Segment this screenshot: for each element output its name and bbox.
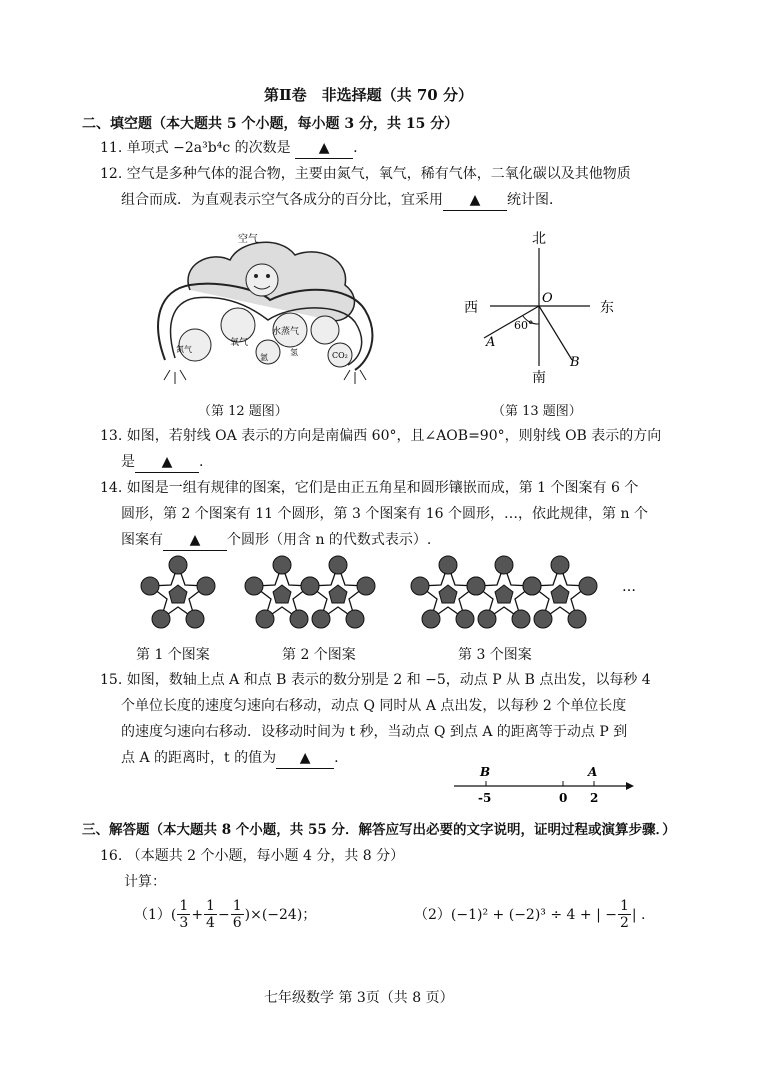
pattern-2-caption: 第 2 个图案 xyxy=(282,647,356,663)
compass-direction-figure xyxy=(450,228,630,388)
q14-line3 xyxy=(121,530,431,551)
q13-answer-blank[interactable]: ▲ xyxy=(135,452,199,473)
q13-line2 xyxy=(121,452,203,473)
label-hydrogen: 氢 xyxy=(290,348,298,357)
q13-number: 13. xyxy=(100,428,123,444)
q12-answer-blank[interactable]: ▲ xyxy=(443,190,507,211)
point-b-label: B xyxy=(480,765,491,779)
air-cartoon-illustration xyxy=(150,230,380,390)
point-a-label: A xyxy=(588,765,598,779)
page-footer: 七年级数学 第 3页（共 8 页） xyxy=(264,990,454,1006)
ray-ob xyxy=(539,306,572,360)
label-north: 北 xyxy=(532,231,546,247)
q14-text-4: 个圆形（用含 n 的代数式表示）. xyxy=(227,532,432,548)
label-co2: CO₂ xyxy=(332,351,348,360)
q11-text: 单项式 −2a³b⁴c 的次数是 xyxy=(126,140,291,156)
star-circle-patterns xyxy=(130,555,650,635)
q12-text-2: 组合而成．为直观表示空气各成分的百分比，宜采用 xyxy=(121,192,443,208)
label-south: 南 xyxy=(532,370,546,386)
label-west: 西 xyxy=(464,300,478,316)
q16-part2-expr: (−1)² + (−2)³ ÷ 4 + | − xyxy=(450,906,617,923)
q16-part2: （2） (−1)² + (−2)³ ÷ 4 + | − $\frac{1}{2}$ | . xyxy=(414,898,646,931)
label-nitrogen: 氮气 xyxy=(176,345,192,354)
fig13-caption: （第 13 题图） xyxy=(492,404,582,419)
pattern-2-b xyxy=(301,556,375,628)
q15-line1 xyxy=(100,670,651,690)
q12-line2 xyxy=(121,190,563,211)
tick-2: 2 xyxy=(590,791,599,805)
q12-text-1: 空气是多种气体的混合物，主要由氮气，氧气，稀有气体，二氧化碳以及其他物质 xyxy=(126,166,631,182)
q11-answer-blank[interactable]: ▲ xyxy=(295,138,353,159)
label-a: A xyxy=(486,335,496,350)
q13-line1 xyxy=(100,426,661,446)
q13-text-3: . xyxy=(199,454,204,470)
q16-calc-label: 计算： xyxy=(124,874,166,890)
q14-answer-blank[interactable]: ▲ xyxy=(163,530,227,551)
tick-0: 0 xyxy=(559,791,568,805)
pattern-3-c xyxy=(523,556,597,628)
q16-part1-tail: ×(−24)； xyxy=(250,906,317,923)
q16-part2-label: （2） xyxy=(414,906,451,923)
q16-part1-label: （1） xyxy=(134,906,171,923)
q13-text-2: 是 xyxy=(121,454,135,470)
q15-text-4: 点 A 的距离时，t 的值为 xyxy=(121,750,277,766)
q12-number: 12. xyxy=(100,166,123,182)
label-air: 空气 xyxy=(238,234,258,245)
label-o: O xyxy=(542,291,553,306)
number-line-figure xyxy=(450,762,640,812)
q16-part2-tail: | . xyxy=(631,906,646,923)
q11-end: . xyxy=(353,140,358,156)
label-water-vapor: 水蒸气 xyxy=(272,327,300,337)
pattern-ellipsis: … xyxy=(622,579,636,595)
q14-number: 14. xyxy=(100,480,123,496)
part2-heading: 二、填空题（本大题共 5 个小题，每小题 3 分，共 15 分） xyxy=(82,116,459,132)
q15-line2: 个单位长度的速度匀速向右移动，动点 Q 同时从 A 点出发，以每秒 2 个单位长度 xyxy=(121,698,627,714)
pattern-3-caption: 第 3 个图案 xyxy=(458,647,532,663)
question-11 xyxy=(100,138,358,159)
fig12-caption: （第 12 题图） xyxy=(198,404,288,419)
q15-text-1: 如图，数轴上点 A 和点 B 表示的数分别是 2 和 −5，动点 P 从 B 点出发，以每秒 4 xyxy=(126,672,651,688)
q15-answer-blank[interactable]: ▲ xyxy=(276,748,334,769)
q14-line1 xyxy=(100,478,638,498)
pattern-1 xyxy=(141,556,215,628)
q15-line3: 的速度匀速向右移动．设移动时间为 t 秒，当动点 Q 到点 A 的距离等于动点 P 到 xyxy=(121,724,628,740)
q16-intro-line xyxy=(100,846,404,866)
q12-line1 xyxy=(100,164,631,184)
q15-number: 15. xyxy=(100,672,123,688)
q14-text-1: 如图是一组有规律的图案，它们是由正五角星和圆形镶嵌而成，第 1 个图案有 6 个 xyxy=(126,480,639,496)
q15-line4 xyxy=(121,748,339,769)
q15-text-5: . xyxy=(334,750,339,766)
q14-line2: 圆形，第 2 个图案有 11 个圆形，第 3 个图案有 16 个圆形，…，依此规律，第 n 个 xyxy=(121,506,648,522)
section-title: 第Ⅱ卷 非选择题（共 70 分） xyxy=(264,86,473,104)
q13-text-1: 如图，若射线 OA 表示的方向是南偏西 60°，且∠AOB=90°，则射线 OB 表示的方向 xyxy=(126,428,662,444)
q14-text-3: 图案有 xyxy=(121,532,163,548)
tick-minus5: -5 xyxy=(478,791,492,805)
angle-label: 60° xyxy=(514,319,534,332)
q16-part1: （1） ( $\frac{1}{3}$ + $\frac{1}{4}$ − $\frac{1}{6}$ ) ×(−24)； xyxy=(134,898,317,931)
pattern-1-caption: 第 1 个图案 xyxy=(136,647,210,663)
label-oxygen: 氧气 xyxy=(230,338,249,348)
q16-intro: （本题共 2 个小题，每小题 4 分，共 8 分） xyxy=(126,848,405,864)
part3-heading: 三、解答题（本大题共 8 个小题，共 55 分．解答应写出必要的文字说明，证明过程或演算步骤．） xyxy=(82,822,676,838)
q16-number: 16. xyxy=(100,848,123,864)
label-b: B xyxy=(570,355,580,370)
label-east: 东 xyxy=(600,300,614,316)
q12-text-3: 统计图． xyxy=(507,192,563,208)
label-argon: 氩 xyxy=(260,353,268,362)
q11-number: 11. xyxy=(100,140,123,156)
